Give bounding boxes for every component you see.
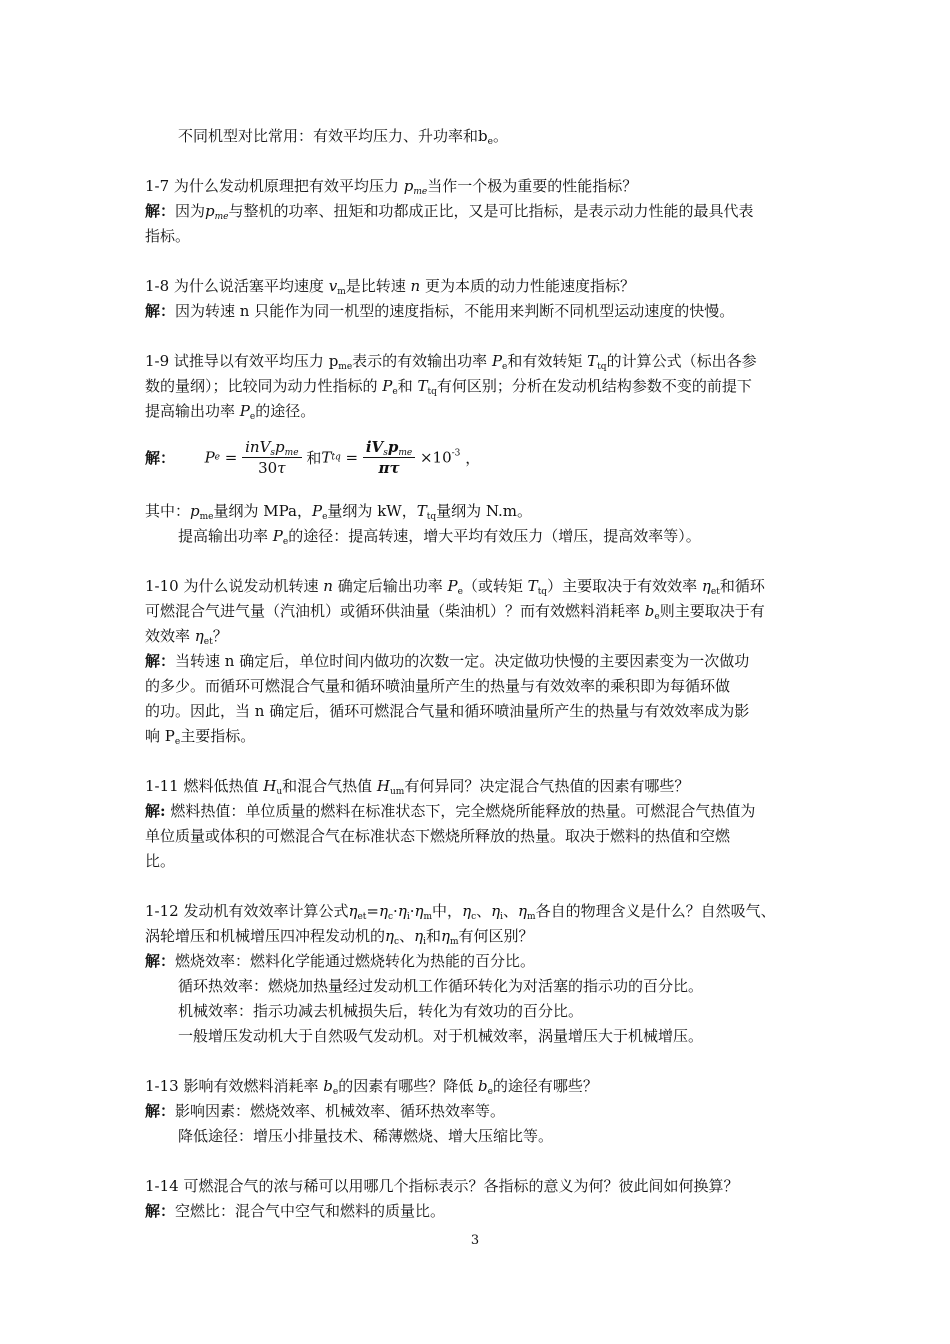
text-line: 循环热效率：燃烧加热量经过发动机工作循环转化为对活塞的指示功的百分比。 (178, 977, 704, 995)
text-line: 涡轮增压和机械增压四冲程发动机的$\eta_c$、$\eta_i$和$\eta_m$有何区别？ (145, 927, 534, 947)
text-line: 机械效率：指示功减去机械损失后，转化为有效功的百分比。 (178, 1002, 584, 1020)
text-line: 其中：$p_{me}$量纲为 MPa，$P_e$量纲为 kW，$T_{tq}$量纲为 N.m。 (145, 502, 533, 522)
answer-1-8: 解：因为转速 n 只能作为同一机型的速度指标，不能用来判断不同机型运动速度的快慢。 (145, 302, 735, 320)
fraction: $\frac{iV_sp_{me}}{\pi\tau}$ (363, 437, 415, 478)
question-1-9: 1-9 试推导以有效平均压力 $p_{me}$表示的有效输出功率 $P_e$和有效转矩 $T_{tq}$的计算公式（标出各参 (145, 352, 757, 372)
question-1-7: 1-7 为什么发动机原理把有效平均压力 $p_{me}$当作一个极为重要的性能指标？ (145, 177, 638, 197)
answer-1-11: 解: 燃料热值：单位质量的燃料在标准状态下，完全燃烧所能释放的热量。可燃混合气热值为 (145, 802, 756, 820)
question-1-12: 1-12 发动机有效效率计算公式$\eta_{et}=\eta_c\cdot\eta_i\cdot\eta_m$中，$\eta_c$、$\eta_i$、$\eta_m$各自的物理含义是什么？自然吸气、 (145, 902, 776, 922)
text-line: 响 $P_e$主要指标。 (145, 727, 256, 747)
text-line: 指标。 (145, 227, 191, 245)
answer-1-12: 解：燃烧效率：燃料化学能通过燃烧转化为热能的百分比。 (145, 952, 536, 970)
page-number: 3 (470, 1233, 480, 1248)
power-torque-formula: 解： Pe = $\frac{inV_sp_{me}}{30\tau}$ 和Ttq = $\frac{iV_sp_{me}}{\pi\tau}$ $\times 10^{-3}$ ， (145, 438, 481, 477)
answer-1-10: 解：当转速 n 确定后，单位时间内做功的次数一定。决定做功快慢的主要因素变为一次做功 (145, 652, 750, 670)
question-1-11: 1-11 燃料低热值 $H_u$和混合气热值 $H_{um}$有何异同？决定混合气热值的因素有哪些？ (145, 777, 690, 797)
text-line: 降低途径：增压小排量技术、稀薄燃烧、增大压缩比等。 (178, 1127, 554, 1145)
text-line: 不同机型对比常用：有效平均压力、升功率和$b_e$。 (178, 127, 508, 147)
text-line: 提高输出功率 $P_e$的途径：提高转速，增大平均有效压力（增压，提高效率等）。 (178, 527, 701, 547)
text-line: 数的量纲）；比较同为动力性指标的 $P_e$和 $T_{tq}$有何区别；分析在发动机结构参数不变的前提下 (145, 377, 752, 397)
answer-1-14: 解：空燃比：混合气中空气和燃料的质量比。 (145, 1202, 446, 1220)
text-line: 提高输出功率 $P_e$的途径。 (145, 402, 316, 422)
text-line: 比。 (145, 852, 176, 870)
text-line: 单位质量或体积的可燃混合气在标准状态下燃烧所释放的热量。取决于燃料的热值和空燃 (145, 827, 731, 845)
question-1-13: 1-13 影响有效燃料消耗率 $b_e$的因素有哪些？降低 $b_e$的途径有哪些？ (145, 1077, 598, 1097)
text-line: 效效率 $\eta_{et}$？ (145, 627, 228, 647)
question-1-14: 1-14 可燃混合气的浓与稀可以用哪几个指标表示？各指标的意义为何？彼此间如何换算？ (145, 1177, 739, 1195)
text-line: 一般增压发动机大于自然吸气发动机。对于机械效率，涡量增压大于机械增压。 (178, 1027, 704, 1045)
text-line: 的功。因此，当 n 确定后，循环可燃混合气量和循环喷油量所产生的热量与有效效率成为影 (145, 702, 750, 720)
fraction: $\frac{inV_sp_{me}}{30\tau}$ (242, 437, 301, 478)
question-1-8: 1-8 为什么说活塞平均速度 $v_m$是比转速 n 更为本质的动力性能速度指标？ (145, 277, 635, 297)
text-line: 可燃混合气进气量（汽油机）或循环供油量（柴油机）？而有效燃料消耗率 $b_e$则主要取决于有 (145, 602, 765, 622)
answer-1-13: 解：影响因素：燃烧效率、机械效率、循环热效率等。 (145, 1102, 506, 1120)
text-line: 的多少。而循环可燃混合气量和循环喷油量所产生的热量与有效效率的乘积即为每循环做 (145, 677, 731, 695)
question-1-10: 1-10 为什么说发动机转速 n 确定后输出功率 $P_e$（或转矩 $T_{tq}$）主要取决于有效效率 $\eta_{et}$和循环 (145, 577, 765, 597)
answer-1-7: 解：因为$p_{me}$与整机的功率、扭矩和功都成正比，又是可比指标，是表示动力性能的最具代表 (145, 202, 754, 222)
